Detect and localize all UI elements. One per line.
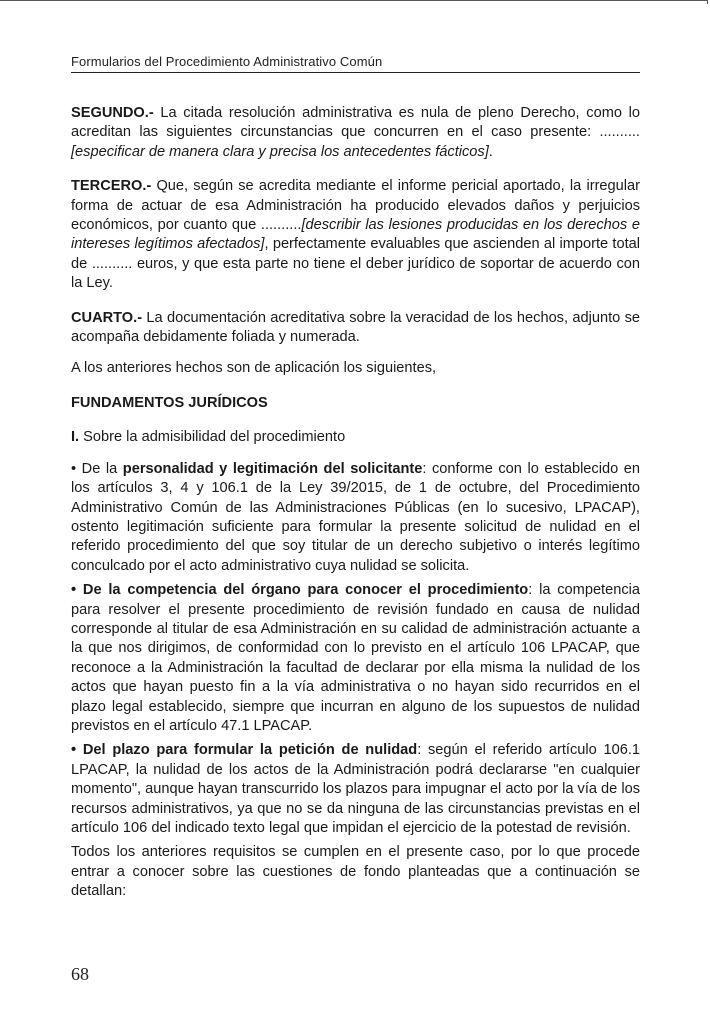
paragraph-intro: A los anteriores hechos son de aplicación los siguientes, <box>71 360 437 377</box>
section-heading-fundamentos: FUNDAMENTOS JURÍDICOS <box>71 394 268 411</box>
paragraph-label: TERCERO.- <box>71 178 152 195</box>
top-border-rule <box>0 0 708 4</box>
paragraph-text: La documentación acreditativa sobre la veracidad de los hechos, adjunto se acompaña debidamente foliada y numerada. <box>71 309 640 346</box>
running-header: Formularios del Procedimiento Administrativo Común <box>71 54 640 73</box>
paragraph-end: . <box>488 143 493 160</box>
paragraph-label: SEGUNDO.- <box>71 105 154 121</box>
paragraph-segundo <box>71 104 640 162</box>
subsection-heading <box>71 428 640 447</box>
paragraph-closing: Todos los anteriores requisitos se cumplen en el presente caso, por lo que procede entrar a conocer sobre las cuestiones de fondo planteadas que a continuación se detallan: <box>71 844 640 900</box>
bullet-bold-term: • Del plazo para formular la petición de nulidad <box>71 742 418 759</box>
paragraph-cuarto <box>71 309 640 348</box>
placeholder-instruction: [describir las lesiones producidas en los derechos e intereses legítimos afectados] <box>71 217 640 253</box>
bullet-text: : la competencia para resolver el presente procedimiento de revisión fundado en causa de nulidad corresponde al titular de esa Administración en su calidad de administración actuante a la que nos dirigimos, de conformidad con lo previsto en el artículo 106 LPACAP, que reconoce a la Administración la facultad de declarar por ella misma la nulidad de los actos que hayan puesto fin a la vía administrativa o no hayan sido recurridos en el plazo legal establecido, siempre que incurran en alguno de los supuestos de nulidad previstos en el artículo 47.1 LPACAP. <box>71 582 640 734</box>
bullet-text: : conforme con lo establecido en los artículos 3, 4 y 106.1 de la Ley 39/2015, de 1 de octubre, del Procedimiento Administrativo Común de las Administraciones Públicas (en lo sucesivo, LPACAP), ostento legitimación suficiente para formular la presente solicitud de nulidad en el referido procedimiento del que soy titular de un derecho subjetivo o interés legítimo conculcado por el acto administrativo cuya nulidad se solicita. <box>71 460 640 574</box>
paragraph-text: Que, según se acredita mediante el informe pericial aportado, la irregular forma de actuar de esa Administración ha producido elevados daños y perjuicios económicos, por cuanto que .......... <box>71 178 640 234</box>
paragraph-tercero <box>71 177 640 293</box>
bullet-bold-term: • De la competencia del órgano para conocer el procedimiento <box>71 582 529 599</box>
bullet-prefix: • De la <box>71 460 123 477</box>
subsection-title: Sobre la admisibilidad del procedimiento <box>79 429 346 446</box>
paragraph-text: La citada resolución administrativa es nula de pleno Derecho, como lo acreditan las siguientes circunstancias que concurren en el caso presente: .......... <box>71 105 640 141</box>
bullet-competencia <box>71 581 640 736</box>
page-number: 68 <box>71 964 89 984</box>
placeholder-instruction: [especificar de manera clara y precisa los antecedentes fácticos] <box>71 143 489 160</box>
paragraph-label: CUARTO.- <box>71 309 143 326</box>
paragraph-end: , perfectamente evaluables que ascienden al importe total de .......... euros, y que esta parte no tiene el deber jurídico de soportar de acuerdo con la Ley. <box>71 236 641 292</box>
subsection-number: I. <box>71 429 80 446</box>
bullet-bold-term: personalidad y legitimación del solicitante <box>122 460 423 477</box>
page-body <box>71 104 640 902</box>
bullet-personalidad <box>71 460 640 576</box>
bullet-plazo <box>71 741 640 838</box>
bullet-text: : según el referido artículo 106.1 LPACAP, la nulidad de los actos de la Administración podrá declararse "en cualquier momento", aunque hayan transcurrido los plazos para impugnar el acto por la vía de los recursos administrativos, ya que no se da ninguna de las circunstancias previstas en el artículo 106 del indicado texto legal que impidan el ejercicio de la potestad de revisión. <box>71 742 641 836</box>
